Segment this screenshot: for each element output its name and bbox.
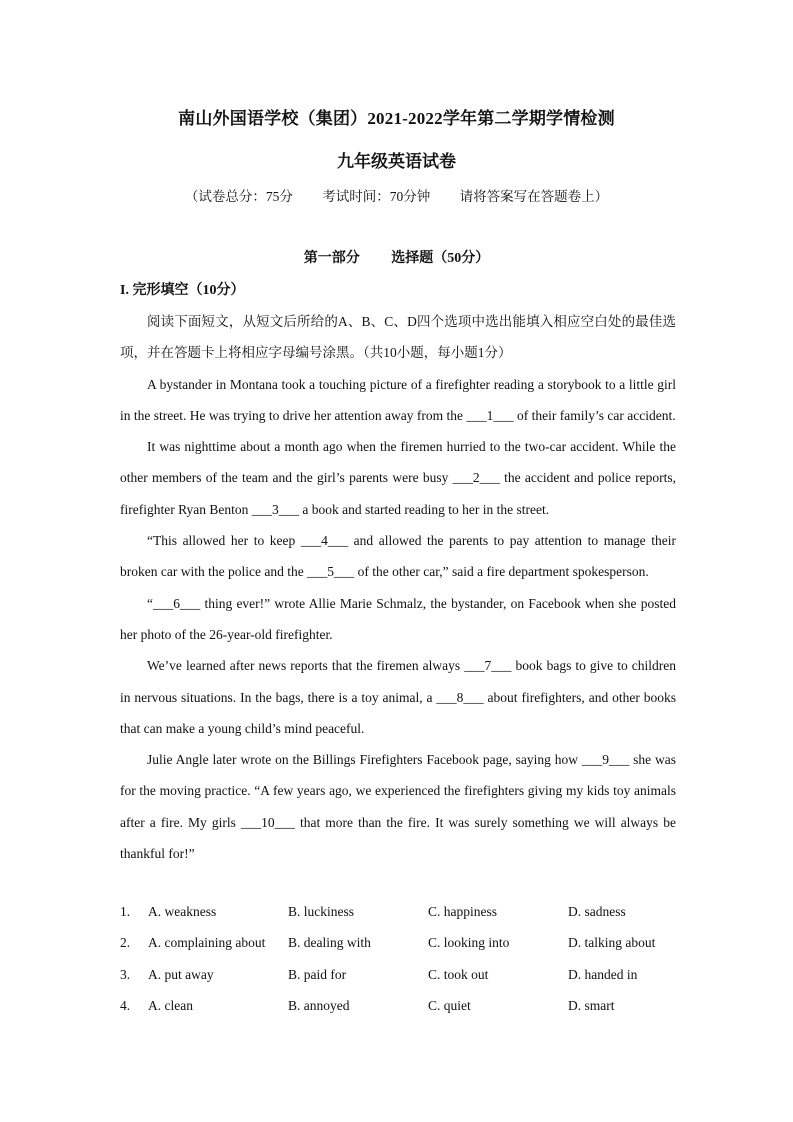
passage-paragraph: “___6___ thing ever!” wrote Allie Marie Schmalz, the bystander, on Facebook when she posted her photo of the 26-year-old firefighter. bbox=[120, 595, 676, 642]
page-title: 南山外国语学校（集团）2021-2022学年第二学期学情检测 bbox=[178, 109, 615, 128]
question-row bbox=[120, 927, 676, 958]
part-label: 第一部分 bbox=[303, 251, 360, 266]
total-score: （试卷总分：75分 bbox=[184, 189, 293, 204]
passage-paragraph: “This allowed her to keep ___4___ and allowed the parents to pay attention to manage their broken car with the police and the ___5___ of the other car,” said a fire department spokesperson. bbox=[120, 533, 676, 580]
option-b: B. luckiness bbox=[288, 904, 354, 919]
question-number: 2. bbox=[120, 935, 131, 951]
option-a: A. weakness bbox=[148, 904, 217, 919]
passage-paragraph: A bystander in Montana took a touching picture of a firefighter reading a storybook to a little girl in the street. He was trying to drive her attention away from the ___1___ of their family’s car accident. bbox=[120, 376, 676, 423]
passage-paragraph: We’ve learned after news reports that the firemen always ___7___ book bags to give to children in nervous situations. In the bags, there is a toy animal, a ___8___ about firefighters, and other books that can make a young child’s mind peaceful. bbox=[120, 658, 676, 736]
exam-time: 考试时间：70分钟 bbox=[322, 189, 431, 204]
option-d: D. sadness bbox=[568, 904, 626, 919]
option-b: B. dealing with bbox=[288, 935, 371, 951]
question-row bbox=[120, 896, 676, 927]
option-d: D. handed in bbox=[568, 966, 638, 982]
passage-paragraph: Julie Angle later wrote on the Billings Firefighters Facebook page, saying how ___9___ she was for the moving practice. “A few years ago, we experienced the firefighters giving my kids toy animals after a fire. My girls ___10___ that more than the fire. It was surely something we will always be thankful for!” bbox=[120, 752, 676, 862]
instructions-paragraph: 阅读下面短文，从短文后所给的A、B、C、D四个选项中选出能填入相应空白处的最佳选项，并在答题卡上将相应字母编号涂黑。（共10小题，每小题1分） bbox=[120, 314, 676, 361]
option-c: C. looking into bbox=[428, 935, 510, 951]
question-number: 1. bbox=[120, 904, 131, 919]
answer-options bbox=[120, 896, 676, 1021]
option-a: A. complaining about bbox=[148, 935, 266, 951]
part-heading bbox=[0, 247, 793, 267]
option-b: B. annoyed bbox=[288, 997, 350, 1013]
answer-instruction: 请将答案写在答题卷上） bbox=[459, 189, 609, 204]
exam-info bbox=[0, 185, 793, 205]
section-heading: I. 完形填空（10分） bbox=[120, 283, 245, 298]
question-number: 3. bbox=[120, 966, 131, 982]
question-row bbox=[120, 990, 676, 1021]
passage-paragraph: It was nighttime about a month ago when the firemen hurried to the two-car accident. While the other members of the team and the girl’s parents were busy ___2___ the accident and police reports, firefighter Ryan Benton ___3___ a book and started reading to her in the street. bbox=[120, 439, 676, 517]
passage bbox=[120, 306, 676, 869]
exam-subtitle: 九年级英语试卷 bbox=[337, 152, 456, 171]
question-number: 4. bbox=[120, 997, 131, 1013]
option-a: A. put away bbox=[148, 966, 214, 982]
option-d: D. smart bbox=[568, 997, 615, 1013]
option-b: B. paid for bbox=[288, 966, 347, 982]
option-d: D. talking about bbox=[568, 935, 656, 951]
part-name: 选择题（50分） bbox=[391, 251, 490, 266]
option-c: C. quiet bbox=[428, 997, 471, 1013]
option-a: A. clean bbox=[148, 997, 193, 1013]
option-c: C. happiness bbox=[428, 904, 497, 919]
question-row bbox=[120, 959, 676, 990]
option-c: C. took out bbox=[428, 966, 489, 982]
